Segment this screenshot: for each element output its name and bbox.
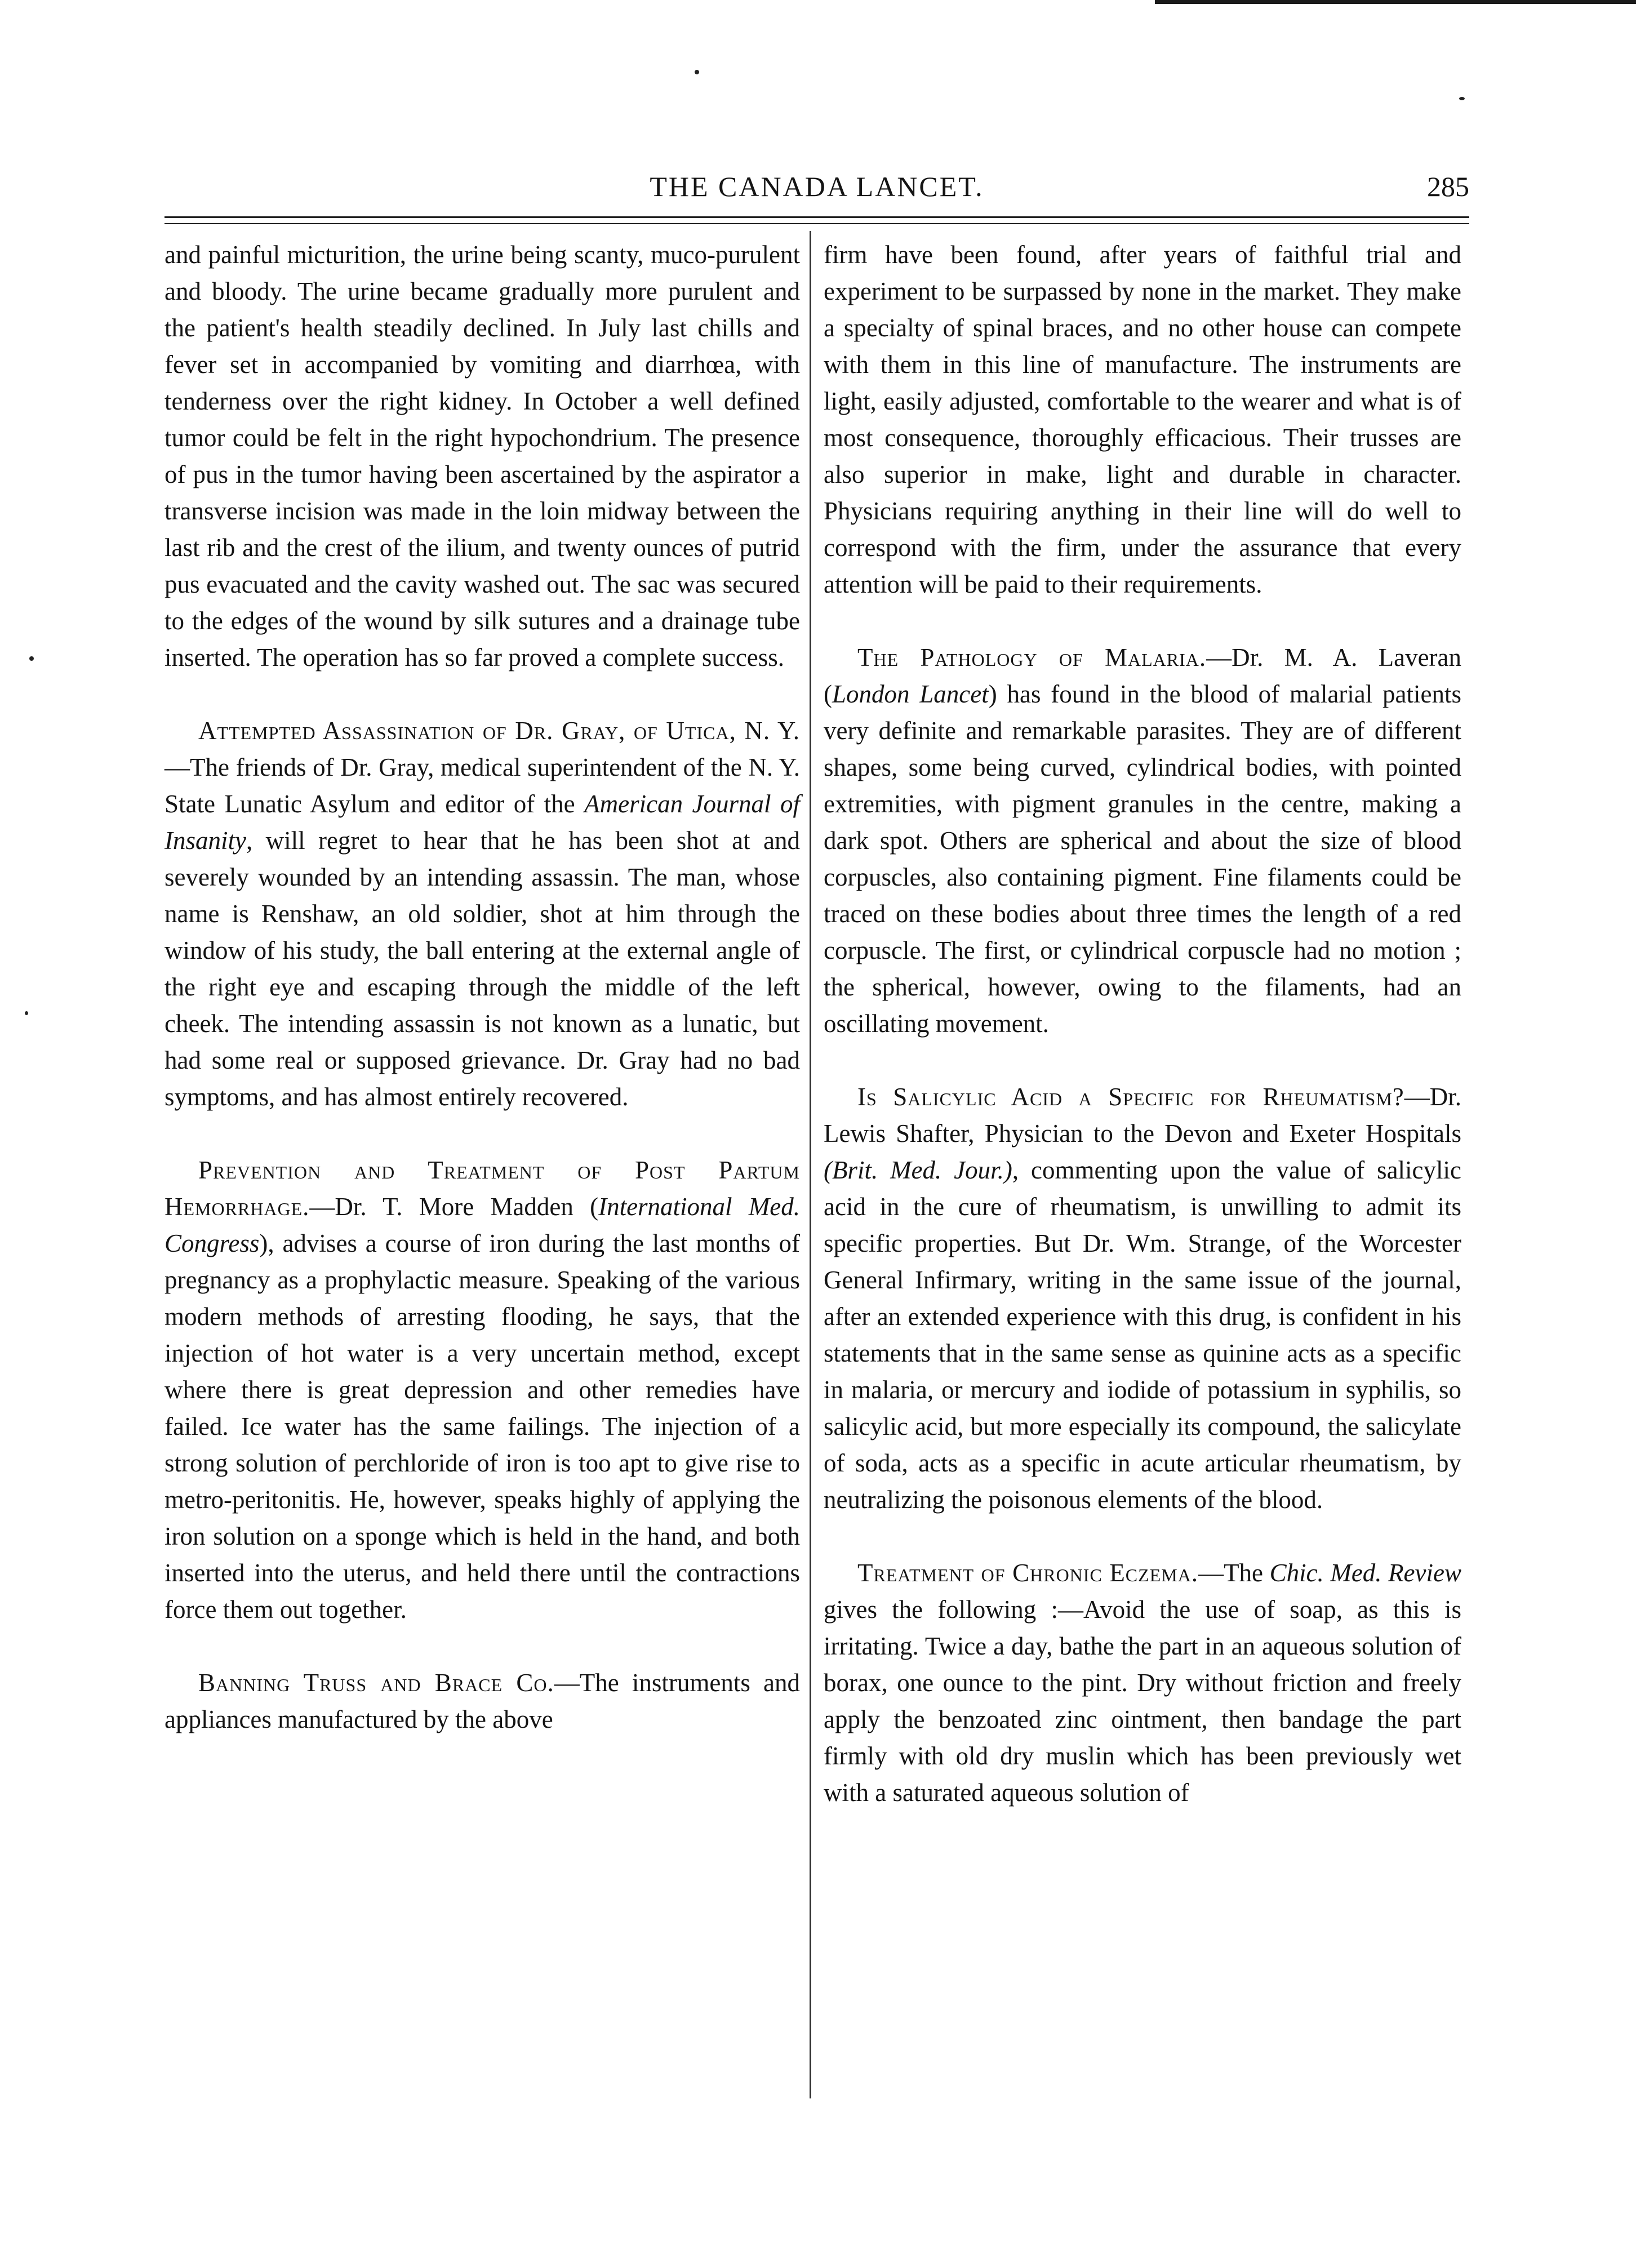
top-edge-rule [1155,0,1636,4]
article-body: ), advises a course of iron during the last months of pregnancy as a prophylactic measure. Speaking of the various modern methods of arresting flooding, he says, that the injection of hot water is a very uncertain method, except where there is great depression and other remedies have failed. Ice water has the same failings. The injection of a strong solution of perchloride of iron is too apt to give rise to metro-peritonitis. He, however, speaks highly of applying the iron solution on a sponge which is held in the hand, and both inserted into the uterus, and held there until the contractions force them out together. [165,1229,800,1624]
continuation-paragraph [824,237,1461,603]
paragraph-text: firm have been found, after years of faithful trial and experiment to be surpassed by none in the market. They make a specialty of spinal braces, and no other house can compete with them in this line of manufacture. The instruments are light, easily adjusted, comfortable to the wearer and what is of most consequence, thoroughly efficacious. Their trusses are also superior in make, light and durable in character. Physicians requiring anything in their line will do well to correspond with the firm, under the assurance that every attention will be paid to their requirements. [824,241,1461,598]
article-heading: Banning Truss and Brace Co. [198,1669,554,1697]
article-body: gives the following :—Avoid the use of soap, as this is irritating. Twice a day, bathe the part in an aqueous solution of borax, one ounce to the pint. Dry without friction and freely apply the benzoated zinc ointment, then bandage the part firmly with old dry muslin which has been previously wet with a saturated aqueous solution of [824,1595,1461,1807]
article-salicylic-acid [824,1079,1461,1518]
article-heading: Treatment of Chronic Eczema. [857,1559,1199,1587]
page-header [165,167,1469,206]
journal-title: Chic. Med. Review [1269,1559,1461,1587]
article-body: —The instruments and appliances manufactured by the above [165,1669,800,1733]
print-speck [1459,97,1465,100]
article-body: , commenting upon the value of salicylic acid in the cure of rheumatism, is unwilling to admit its specific properties. But Dr. Wm. Strange, of the Worcester General Infirmary, writing in the same issue of the journal, after an extended experience with this drug, is confident in his statements that in the same sense as quinine acts as a specific in malaria, or mercury and iodide of potassium in syphilis, so salicylic acid, but more especially its compound, the salicylate of soda, acts as a specific in acute articular rheumatism, by neutralizing the poisonous elements of the blood. [824,1156,1461,1514]
article-body: —Dr. M. A. Laveran ( [824,643,1461,708]
running-title: THE CANADA LANCET. [650,171,984,202]
left-column [165,237,800,1738]
right-column [824,237,1461,1811]
journal-title: London Lancet [832,680,989,708]
journal-title: American Journal of Insanity [165,790,800,855]
print-speck [695,70,699,74]
article-heading: Is Salicylic Acid a Specific for Rheumatism? [857,1083,1404,1111]
article-body: —Dr. T. More Madden ( [309,1193,599,1221]
journal-title: (Brit. Med. Jour.) [824,1156,1012,1184]
continuation-paragraph [165,237,800,676]
print-speck [29,656,34,661]
page-number: 285 [1427,171,1469,202]
article-pathology-of-malaria [824,639,1461,1042]
article-heading: Attempted Assassination of Dr. Gray, of Utica, N. Y. [198,717,800,745]
article-chronic-eczema [824,1555,1461,1811]
article-body: —The [1198,1559,1270,1587]
article-body: —Dr. Lewis Shafter, Physician to the Devon and Exeter Hospitals [824,1083,1461,1148]
print-speck [25,1011,28,1015]
header-rule [165,216,1469,218]
article-heading: The Pathology of Malaria. [857,643,1207,671]
article-heading: Prevention and Treatment of Post Partum Hemorrhage. [165,1156,800,1221]
article-post-partum-hemorrhage [165,1152,800,1628]
journal-title: International Med. Congress [165,1193,800,1257]
paragraph-text: and painful micturition, the urine being scanty, muco-purulent and bloody. The urine became gradually more purulent and the patient's health steadily declined. In July last chills and fever set in accompanied by vomiting and diarrhœa, with tenderness over the right kidney. In October a well defined tumor could be felt in the right hypochondrium. The presence of pus in the tumor having been ascertained by the aspirator a transverse incision was made in the loin midway between the last rib and the crest of the ilium, and twenty ounces of putrid pus evacuated and the cavity washed out. The sac was secured to the edges of the wound by silk sutures and a drainage tube inserted. The operation has so far proved a complete success. [165,241,800,671]
article-attempted-assassination [165,713,800,1115]
column-divider [810,231,811,2098]
article-body: , will regret to hear that he has been shot at and severely wounded by an intending assassin. The man, whose name is Renshaw, an old soldier, shot at him through the window of his study, the ball entering at the external angle of the right eye and escaping through the middle of the left cheek. The intending assassin is not known as a lunatic, but had some real or supposed grievance. Dr. Gray had no bad symptoms, and has almost entirely recovered. [165,826,800,1111]
article-body: —The friends of Dr. Gray, medical superintendent of the N. Y. State Lunatic Asylum and editor of the [165,753,800,818]
article-banning-truss [165,1665,800,1738]
header-rule-lower [165,223,1469,224]
article-body: ) has found in the blood of malarial patients very definite and remarkable parasites. They are of different shapes, some being curved, cylindrical bodies, with pointed extremities, with pigment granules in the centre, making a dark spot. Others are spherical and about the size of blood corpuscles, also containing pigment. Fine filaments could be traced on these bodies about three times the length of a red corpuscle. The first, or cylindrical corpuscle had no motion ; the spherical, however, owing to the filaments, had an oscillating movement. [824,680,1461,1038]
